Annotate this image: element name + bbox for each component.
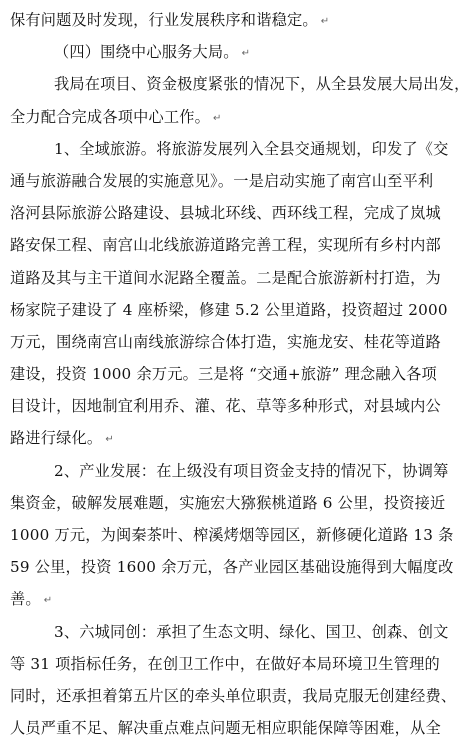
text-run: 建设，投资 1000 余万元。三是将 “交通+旅游” 理念融入各项 [10, 365, 437, 384]
paragraph-mark-icon: ↵ [241, 48, 251, 60]
text-run: 路进行绿化。 [10, 429, 103, 448]
text-run: 2、产业发展：在上级没有项目资金支持的情况下，协调筹 [54, 461, 449, 480]
section-heading-4-line-1 [10, 36, 468, 68]
text-run: 我局在项目、资金极度紧张的情况下，从全县发展大局出发， [54, 75, 470, 94]
text-run: 1、全域旅游。将旅游发展列入全县交通规划，印发了《交 [54, 139, 449, 158]
text-run: 3、六城同创：承担了生态文明、绿化、国卫、创森、创文 [54, 622, 449, 641]
text-run: 善。 [10, 590, 41, 609]
para-item-2-industry-line-5 [10, 583, 468, 615]
text-run: 洛河县际旅游公路建设、县城北环线、西环线工程，完成了岚城 [10, 204, 441, 223]
para-item-3-six-cities-line-3 [10, 680, 468, 712]
para-item-1-tourism-line-7 [10, 326, 468, 358]
document-page [10, 4, 468, 744]
para-item-1-tourism-line-8 [10, 358, 468, 390]
text-run: 同时，还承担着第五片区的牵头单位职责，我局克服无创建经费、 [10, 686, 457, 705]
text-run: 路安保工程、南宫山北线旅游道路完善工程，实现所有乡村内部 [10, 236, 441, 255]
text-run: （四）围绕中心服务大局。 [54, 43, 239, 62]
para-item-2-industry-line-1 [10, 455, 468, 487]
text-run: 通与旅游融合发展的实施意见》。一是启动实施了南宫山至平利 [10, 171, 434, 190]
text-run: 集资金，破解发展难题，实施宏大猕猴桃道路 6 公里，投资接近 [10, 493, 446, 512]
para-section4-summary-line-2 [10, 101, 468, 133]
para-item-1-tourism-line-10 [10, 422, 468, 454]
text-run: 道路及其与主干道间水泥路全覆盖。二是配合旅游新村打造，为 [10, 268, 441, 287]
para-item-1-tourism-line-5 [10, 262, 468, 294]
text-run: 人员严重不足、解决重点难点问题无相应职能保障等困难，从全 [10, 719, 441, 738]
para-item-1-tourism-line-1 [10, 133, 468, 165]
paragraph-mark-icon: ↵ [320, 16, 330, 27]
para-section4-summary-line-1 [10, 68, 468, 100]
text-run: 全力配合完成各项中心工作。 [10, 107, 211, 126]
para-item-1-tourism-line-2 [10, 165, 468, 197]
para-intro-end-line-1 [10, 4, 468, 36]
text-run: 万元，围绕南宫山南线旅游综合体打造，实施龙安、桂花等道路 [10, 332, 441, 351]
text-run: 保有问题及时发现，行业发展秩序和谐稳定。 [10, 11, 318, 29]
text-run: 杨家院子建设了 4 座桥梁，修建 5.2 公里道路，投资超过 2000 [10, 300, 448, 319]
text-run: 1000 万元，为闽秦茶叶、榨溪烤烟等园区，新修硬化道路 13 条 [10, 526, 454, 544]
para-item-2-industry-line-2 [10, 487, 468, 519]
text-run: 等 31 项指标任务，在创卫工作中，在做好本局环境卫生管理的 [10, 654, 440, 673]
paragraph-mark-icon: ↵ [43, 595, 53, 607]
text-run: 目设计，因地制宜利用乔、灌、花、草等多种形式，对县域内公 [10, 397, 441, 416]
para-item-3-six-cities-line-4 [10, 712, 468, 744]
para-item-3-six-cities-line-2 [10, 648, 468, 680]
para-item-2-industry-line-4 [10, 551, 468, 583]
para-item-1-tourism-line-3 [10, 197, 468, 229]
para-item-1-tourism-line-4 [10, 229, 468, 261]
para-item-1-tourism-line-9 [10, 390, 468, 422]
paragraph-mark-icon: ↵ [105, 434, 114, 446]
paragraph-mark-icon: ↵ [213, 112, 222, 124]
para-item-3-six-cities-line-1 [10, 616, 468, 648]
para-item-1-tourism-line-6 [10, 294, 468, 326]
text-run: 59 公里，投资 1600 余万元，各产业园区基础设施得到大幅度改 [10, 558, 454, 577]
para-item-2-industry-line-3 [10, 519, 468, 551]
